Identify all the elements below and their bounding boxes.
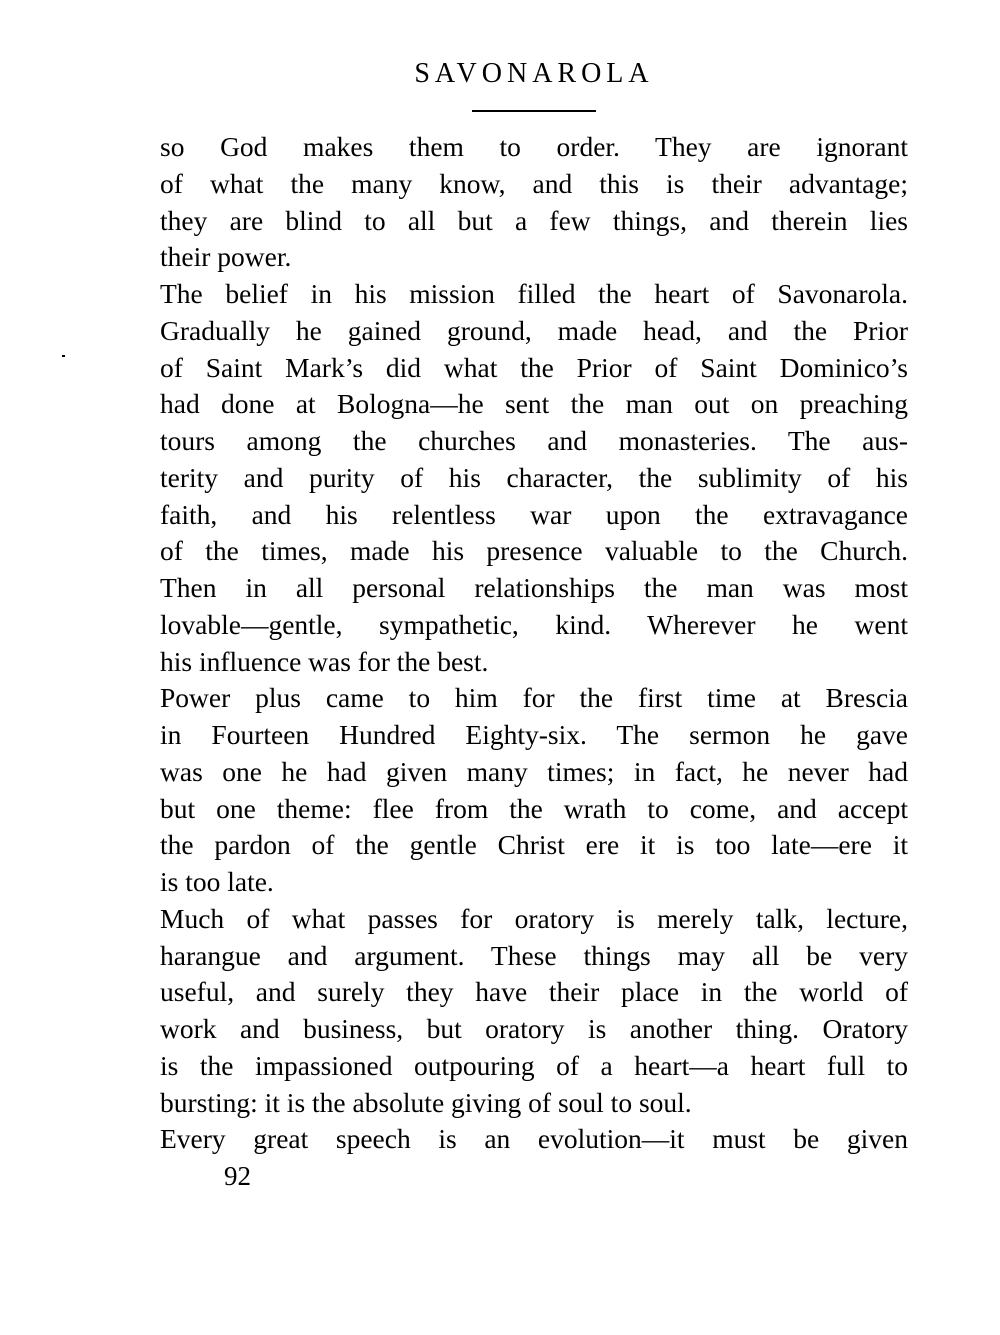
text-line: their power. (160, 241, 292, 273)
text-line: Much of what passes for oratory is merely talk, lecture, (160, 902, 908, 934)
text-line: The belief in his mission filled the heart of Savonarola. (160, 278, 908, 309)
text-line: is too late. (160, 866, 274, 897)
text-line: lovable—gentle, sympathetic, kind. Wherever he went (160, 608, 908, 640)
text-line: but one theme: flee from the wrath to come, and accept (160, 792, 908, 824)
head-rule (472, 110, 596, 112)
text-line: harangue and argument. These things may all be very (160, 939, 908, 971)
text-line: tours among the churches and monasteries. The aus- (160, 425, 908, 456)
text-line: of what the many know, and this is their advantage; (160, 167, 908, 199)
running-head: SAVONAROLA (414, 58, 654, 89)
text-line: Then in all personal relationships the man was most (160, 572, 908, 603)
text-line: was one he had given many times; in fact, he never had (160, 755, 908, 787)
text-line: bursting: it is the absolute giving of soul to soul. (160, 1086, 692, 1118)
text-line: his influence was for the best. (160, 645, 489, 677)
text-line: so God makes them to order. They are ignorant (160, 131, 908, 162)
text-line: is the impassioned outpouring of a heart—a heart full to (160, 1049, 908, 1081)
text-line: the pardon of the gentle Christ ere it is too late—ere it (160, 829, 908, 861)
text-line: Every great speech is an evolution—it must be given (160, 1123, 908, 1155)
text-line: Gradually he gained ground, made head, and the Prior (160, 314, 908, 346)
text-line: faith, and his relentless war upon the extravagance (160, 498, 908, 530)
text-line: terity and purity of his character, the sublimity of his (160, 461, 908, 493)
body-text (160, 129, 908, 1158)
margin-mark (62, 355, 65, 357)
text-line: useful, and surely they have their place in the world of (160, 976, 908, 1008)
text-line: Power plus came to him for the first time at Brescia (160, 682, 908, 714)
text-line: had done at Bologna—he sent the man out on preaching (160, 388, 908, 420)
text-line: they are blind to all but a few things, and therein lies (160, 204, 908, 236)
text-line: of Saint Mark’s did what the Prior of Saint Dominico’s (160, 351, 908, 383)
text-line: work and business, but oratory is another thing. Oratory (160, 1013, 908, 1044)
text-line: in Fourteen Hundred Eighty-six. The sermon he gave (160, 719, 908, 750)
text-line: of the times, made his presence valuable to the Church. (160, 535, 908, 567)
page-number: 92 (224, 1161, 251, 1191)
